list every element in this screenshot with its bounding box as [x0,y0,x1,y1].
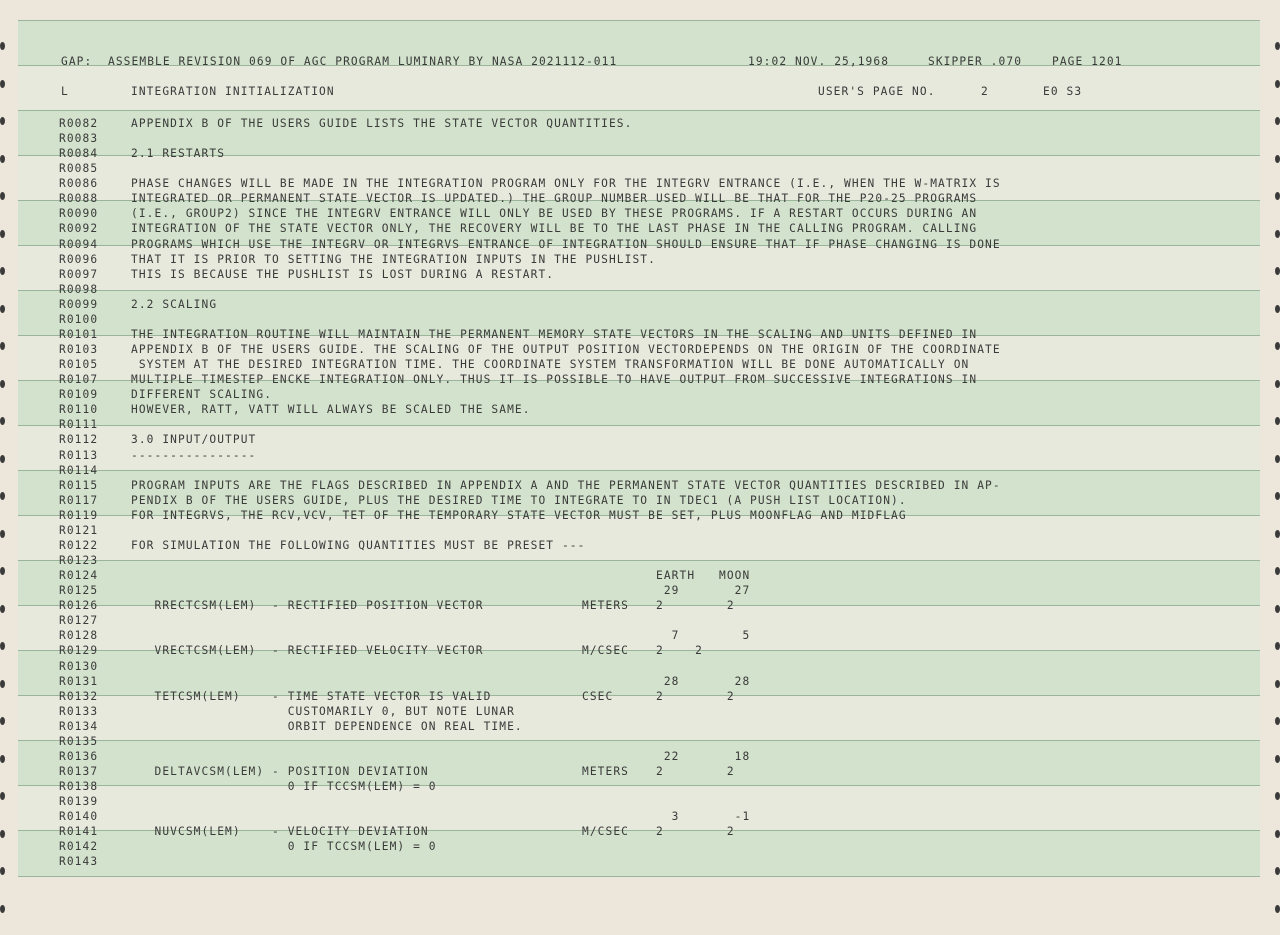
earth-scale: 2 [656,825,664,838]
line-text: TETCSM(LEM) - TIME STATE VECTOR IS VALID [131,690,492,703]
line-text: FOR INTEGRVS, THE RCV,VCV, TET OF THE TEMPORARY STATE VECTOR MUST BE SET, PLUS MOONFLAG AND MIDFLAG [131,509,907,522]
line-number: R0110 [59,403,99,416]
line-text: 2.2 SCALING [131,298,218,311]
listing-line [0,327,1280,342]
line-number: R0131 [59,675,99,688]
line-number: R0107 [59,373,99,386]
earth-scale: 3 [656,810,680,823]
listing-line [0,478,1280,493]
line-number: R0125 [59,584,99,597]
moon-scale: 2 [719,599,735,612]
line-number: R0096 [59,253,99,266]
assembly-title: GAP: ASSEMBLE REVISION 069 OF AGC PROGRAM LUMINARY BY NASA 2021112-011 [61,55,618,68]
listing-line [0,357,1280,372]
line-number: R0122 [59,539,99,552]
line-text: INTEGRATION OF THE STATE VECTOR ONLY, THE RECOVERY WILL BE TO THE LAST PHASE IN THE CALLING PROGRAM. CALLING [131,222,978,235]
listing-line [0,342,1280,357]
line-number: R0126 [59,599,99,612]
listing-line [0,237,1280,252]
line-number: R0114 [59,464,99,477]
moon-scale: 27 [719,584,751,597]
earth-scale: 2 [656,599,664,612]
listing-line [0,779,1280,794]
line-number: R0101 [59,328,99,341]
earth-scale: 22 [656,750,680,763]
line-number: R0121 [59,524,99,537]
section-title: INTEGRATION INITIALIZATION [131,85,335,98]
listing-line [0,674,1280,689]
moon-scale: -1 [719,810,751,823]
line-number: R0097 [59,268,99,281]
listing-line [0,794,1280,809]
listing-line [0,161,1280,176]
line-number: R0128 [59,629,99,642]
listing-line [0,553,1280,568]
listing-line [0,734,1280,749]
listing-line [0,764,1280,779]
line-number: R0134 [59,720,99,733]
page-number: PAGE 1201 [1052,55,1123,68]
earth-scale: 2 2 [656,644,704,657]
line-number: R0124 [59,569,99,582]
section-header-line [0,84,1280,99]
line-text: 2.1 RESTARTS [131,147,226,160]
line-text: THIS IS BECAUSE THE PUSHLIST IS LOST DURING A RESTART. [131,268,555,281]
line-number: R0129 [59,644,99,657]
listing-line [0,387,1280,402]
moon-scale: 18 [719,750,751,763]
earth-scale: 2 [656,690,664,703]
line-text: 3.0 INPUT/OUTPUT [131,433,257,446]
listing-line [0,809,1280,824]
line-number: R0143 [59,855,99,868]
listing-line [0,643,1280,658]
earth-scale: EARTH [656,569,696,582]
listing-line [0,749,1280,764]
listing-line [0,116,1280,131]
line-number: R0142 [59,840,99,853]
line-text: RRECTCSM(LEM) - RECTIFIED POSITION VECTOR [131,599,484,612]
listing-line [0,252,1280,267]
line-number: R0098 [59,283,99,296]
listing-line [0,659,1280,674]
line-text: VRECTCSM(LEM) - RECTIFIED VELOCITY VECTOR [131,644,484,657]
moon-scale: MOON [719,569,751,582]
earth-scale: 7 [656,629,680,642]
line-number: R0141 [59,825,99,838]
listing-line [0,191,1280,206]
eo-code: E0 S3 [1043,85,1083,98]
line-text: THAT IT IS PRIOR TO SETTING THE INTEGRATION INPUTS IN THE PUSHLIST. [131,253,656,266]
line-number: R0119 [59,509,99,522]
listing-line [0,839,1280,854]
line-text: PHASE CHANGES WILL BE MADE IN THE INTEGRATION PROGRAM ONLY FOR THE INTEGRV ENTRANCE (I.E., WHEN THE W-MATRIX IS [131,177,1001,190]
tractor-hole [1275,905,1280,913]
line-text: FOR SIMULATION THE FOLLOWING QUANTITIES MUST BE PRESET --- [131,539,586,552]
listing-line [0,598,1280,613]
line-number: R0140 [59,810,99,823]
line-text: CUSTOMARILY 0, BUT NOTE LUNAR [131,705,515,718]
listing-line [0,568,1280,583]
line-number: R0136 [59,750,99,763]
unit-label: M/CSEC [582,825,630,838]
line-number: R0115 [59,479,99,492]
earth-scale: 28 [656,675,680,688]
listing-line [0,463,1280,478]
listing-line [0,312,1280,327]
tractor-hole [1275,42,1280,50]
listing-line [0,297,1280,312]
skipper-label: SKIPPER .070 [928,55,1023,68]
line-text: PENDIX B OF THE USERS GUIDE, PLUS THE DESIRED TIME TO INTEGRATE TO IN TDEC1 (A PUSH LIST LOCATION). [131,494,907,507]
line-text: HOWEVER, RATT, VATT WILL ALWAYS BE SCALED THE SAME. [131,403,531,416]
line-text: APPENDIX B OF THE USERS GUIDE LISTS THE STATE VECTOR QUANTITIES. [131,117,633,130]
line-number: R0090 [59,207,99,220]
moon-scale: 28 [719,675,751,688]
users-page-label: USER'S PAGE NO. [818,85,936,98]
listing-line [0,176,1280,191]
line-number: R0117 [59,494,99,507]
line-number: R0105 [59,358,99,371]
line-text: PROGRAM INPUTS ARE THE FLAGS DESCRIBED IN APPENDIX A AND THE PERMANENT STATE VECTOR QUANTITIES DESCRIBED IN AP- [131,479,1001,492]
line-number: R0130 [59,660,99,673]
earth-scale: 2 [656,765,664,778]
unit-label: METERS [582,765,630,778]
line-number: R0135 [59,735,99,748]
unit-label: M/CSEC [582,644,630,657]
line-number: R0132 [59,690,99,703]
listing-line [0,824,1280,839]
line-text: SYSTEM AT THE DESIRED INTEGRATION TIME. THE COORDINATE SYSTEM TRANSFORMATION WILL BE DONE AUTOMATICALLY ON [131,358,970,371]
listing-line [0,719,1280,734]
unit-label: METERS [582,599,630,612]
line-text: THE INTEGRATION ROUTINE WILL MAINTAIN THE PERMANENT MEMORY STATE VECTORS IN THE SCALING AND UNITS DEFINED IN [131,328,978,341]
line-number: R0109 [59,388,99,401]
listing-line [0,206,1280,221]
listing-line [0,372,1280,387]
listing-line [0,282,1280,297]
line-number: R0127 [59,614,99,627]
line-number: R0088 [59,192,99,205]
line-number: R0138 [59,780,99,793]
listing-line [0,131,1280,146]
assembly-header-line [0,54,1280,69]
line-number: R0112 [59,433,99,446]
line-number: R0103 [59,343,99,356]
assembly-timestamp: 19:02 NOV. 25,1968 [748,55,890,68]
moon-scale: 2 [719,690,735,703]
line-number: R0094 [59,238,99,251]
line-text: MULTIPLE TIMESTEP ENCKE INTEGRATION ONLY. THUS IT IS POSSIBLE TO HAVE OUTPUT FROM SUCCESSIVE INTEGRATIONS IN [131,373,978,386]
listing-line [0,583,1280,598]
line-number: R0085 [59,162,99,175]
moon-scale: 5 [719,629,751,642]
line-number: R0086 [59,177,99,190]
line-text: 0 IF TCCSM(LEM) = 0 [131,780,437,793]
unit-label: CSEC [582,690,614,703]
line-number: R0137 [59,765,99,778]
moon-scale: 2 [719,765,735,778]
tractor-hole [0,905,5,913]
line-text: (I.E., GROUP2) SINCE THE INTEGRV ENTRANCE WILL ONLY BE USED BY THESE PROGRAMS. IF A RESTART OCCURS DURING AN [131,207,978,220]
listing-line [0,432,1280,447]
line-number: R0084 [59,147,99,160]
line-number: R0100 [59,313,99,326]
line-number: R0099 [59,298,99,311]
listing-line [0,704,1280,719]
listing-line [0,221,1280,236]
line-text: ORBIT DEPENDENCE ON REAL TIME. [131,720,523,733]
line-text: APPENDIX B OF THE USERS GUIDE. THE SCALING OF THE OUTPUT POSITION VECTORDEPENDS ON THE ORIGIN OF THE COORDINATE [131,343,1001,356]
line-text: 0 IF TCCSM(LEM) = 0 [131,840,437,853]
tractor-hole [0,42,5,50]
listing-line [0,146,1280,161]
listing-line [0,448,1280,463]
line-number: R0092 [59,222,99,235]
line-number: R0113 [59,449,99,462]
listing-line [0,508,1280,523]
line-text: INTEGRATED OR PERMANENT STATE VECTOR IS UPDATED.) THE GROUP NUMBER USED WILL BE THAT FOR THE P20-25 PROGRAMS [131,192,978,205]
line-text: DELTAVCSM(LEM) - POSITION DEVIATION [131,765,429,778]
line-text: NUVCSM(LEM) - VELOCITY DEVIATION [131,825,429,838]
listing-line [0,854,1280,869]
listing-line [0,523,1280,538]
line-number: R0139 [59,795,99,808]
listing-line [0,402,1280,417]
listing-line [0,538,1280,553]
listing-line [0,493,1280,508]
line-number: R0123 [59,554,99,567]
earth-scale: 29 [656,584,680,597]
line-text: DIFFERENT SCALING. [131,388,273,401]
listing-line [0,417,1280,432]
type-code: L [61,85,69,98]
listing-line [0,613,1280,628]
line-text: ---------------- [131,449,257,462]
moon-scale: 2 [719,825,735,838]
listing-line [0,689,1280,704]
listing-line [0,628,1280,643]
line-number: R0133 [59,705,99,718]
line-number: R0111 [59,418,99,431]
line-number: R0083 [59,132,99,145]
line-text: PROGRAMS WHICH USE THE INTEGRV OR INTEGRVS ENTRANCE OF INTEGRATION SHOULD ENSURE THAT IF PHASE CHANGING IS DONE [131,238,1001,251]
users-page-number: 2 [981,85,989,98]
line-number: R0082 [59,117,99,130]
listing-line [0,267,1280,282]
